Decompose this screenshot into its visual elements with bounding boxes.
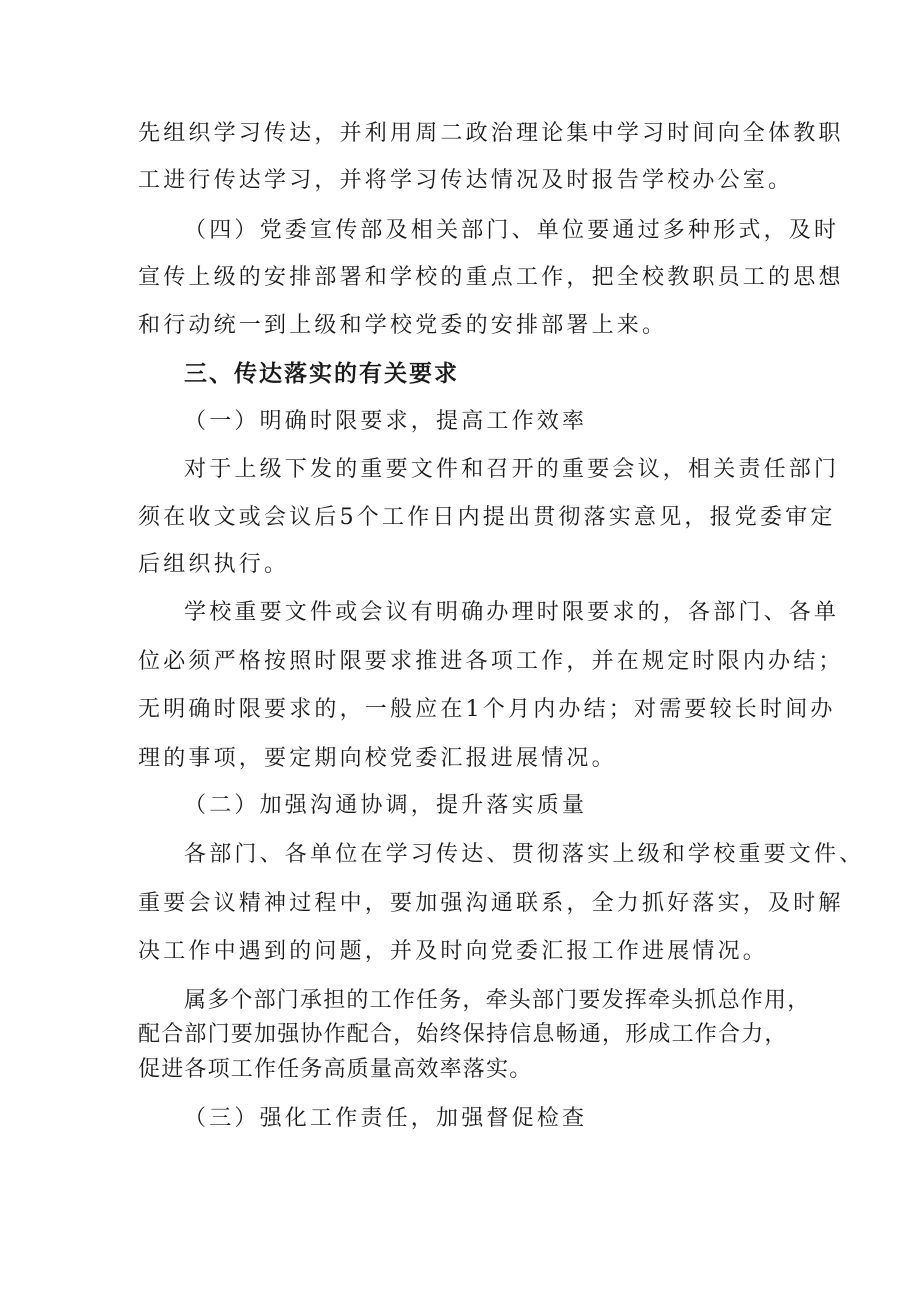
paragraph-line: 配合部门要加强协作配合，始终保持信息畅通，形成工作合力， [138, 1022, 788, 1047]
paragraph-line: 各部门、各单位在学习传达、贯彻落实上级和学校重要文件、 [184, 842, 865, 867]
subsection-heading: （一）明确时限要求，提高工作效率 [184, 409, 588, 434]
paragraph-line: （四）党委宣传部及相关部门、单位要通过多种形式，及时 [184, 218, 840, 243]
paragraph-line: 促进各项工作任务高质量高效率落实。 [138, 1057, 533, 1082]
paragraph-line: 先组织学习传达，并利用周二政治理论集中学习时间向全体教职 [138, 121, 844, 146]
paragraph-line: 和行动统一到上级和学校党委的安排部署上来。 [138, 313, 668, 338]
paragraph-line: 决工作中遇到的问题，并及时向党委汇报工作进展情况。 [138, 939, 769, 964]
paragraph-line: 重要会议精神过程中，要加强沟通联系，全力抓好落实，及时解 [138, 891, 844, 916]
paragraph-line: 属多个部门承担的工作任务，牵头部门要发挥牵头抓总作用， [184, 988, 811, 1013]
paragraph-line: 理的事项，要定期向校党委汇报进展情况。 [138, 746, 617, 771]
paragraph-line: 位必须严格按照时限要求推进各项工作，并在规定时限内办结； [138, 649, 844, 674]
paragraph-line: 后组织执行。 [138, 552, 290, 577]
paragraph-line: 宣传上级的安排部署和学校的重点工作，把全校教职员工的思想 [138, 265, 844, 290]
subsection-heading: （三）强化工作责任，加强督促检查 [184, 1106, 588, 1131]
paragraph-line: 无明确时限要求的，一般应在1个月内办结；对需要较长时间办 [138, 697, 836, 722]
section-heading: 三、传达落实的有关要求 [184, 361, 459, 387]
paragraph-line: 工进行传达学习，并将学习传达情况及时报告学校办公室。 [138, 168, 794, 193]
subsection-heading: （二）加强沟通协调，提升落实质量 [184, 793, 588, 818]
paragraph-line: 须在收文或会议后5个工作日内提出贯彻落实意见，报党委审定 [138, 505, 836, 530]
paragraph-line: 对于上级下发的重要文件和召开的重要会议，相关责任部门 [184, 457, 840, 482]
paragraph-line: 学校重要文件或会议有明确办理时限要求的，各部门、各单 [184, 600, 840, 625]
